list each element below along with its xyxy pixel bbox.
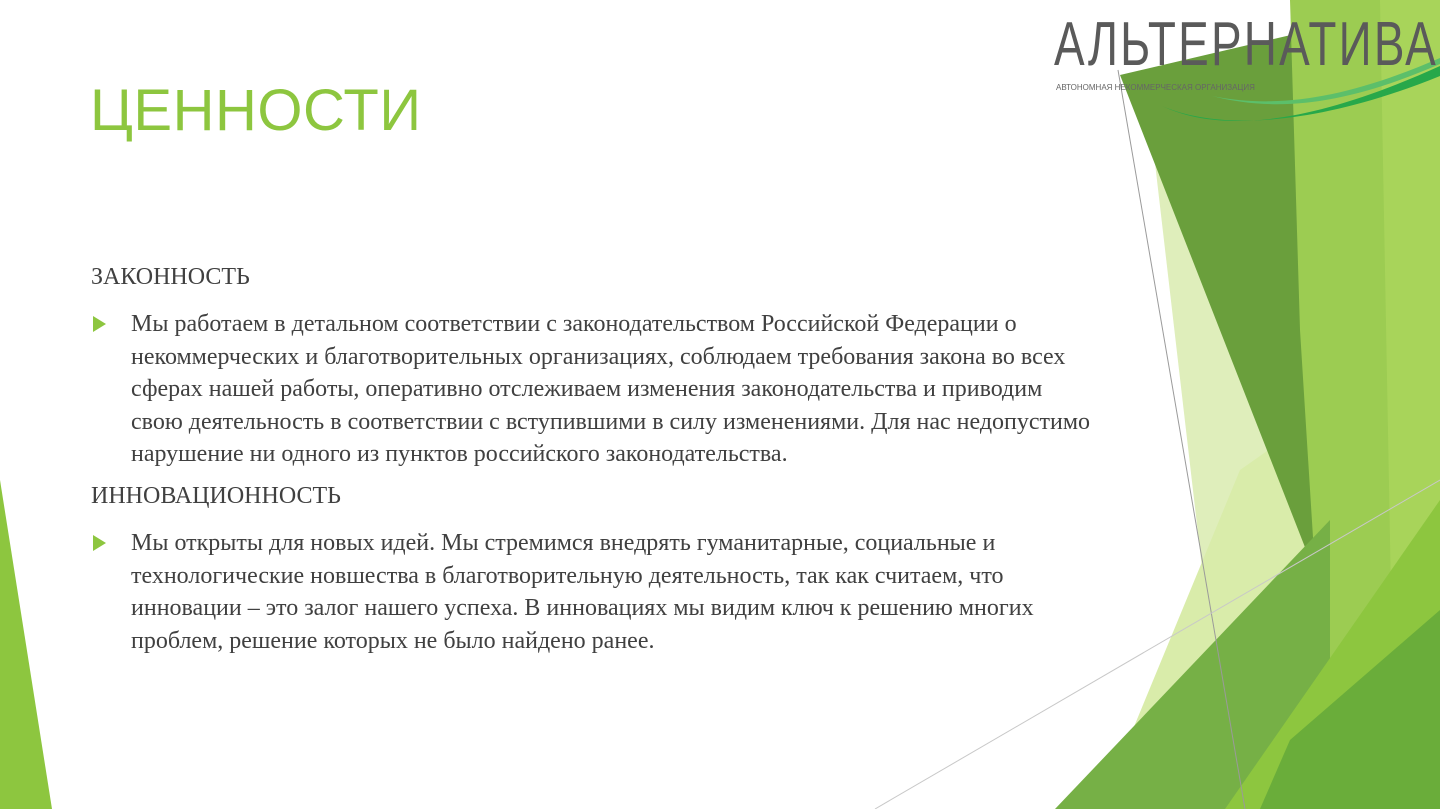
section-heading: ИННОВАЦИОННОСТЬ <box>91 482 341 509</box>
section-heading: ЗАКОННОСТЬ <box>91 264 250 290</box>
left-edge-green-stripe <box>0 480 52 809</box>
triangle-bullet-icon <box>93 316 106 332</box>
bullet-text: Мы открыты для новых идей. Мы стремимся внедрять гуманитарные, социальные и технологические новшества в благотворительную деятельность, так как считаем, что инновации – это залог нашего успеха. В инновациях мы видим ключ к решению многих проблем, решение которых не было найдено ранее. <box>131 529 1034 654</box>
bullet-item <box>91 308 1091 471</box>
logo-subtitle: АВТОНОМНАЯ НЕКОММЕРЧЕСКАЯ ОРГАНИЗАЦИЯ <box>1056 83 1255 92</box>
triangle-bullet-icon <box>93 535 106 551</box>
section-innovation <box>91 481 1091 657</box>
organization-logo <box>1052 10 1440 126</box>
section-legality <box>91 262 1091 471</box>
bullet-item <box>91 527 1091 657</box>
slide-content <box>91 262 1091 667</box>
slide-title: ЦЕННОСТИ <box>90 78 422 143</box>
logo-name: АЛЬТЕРНАТИВА <box>1054 10 1438 79</box>
bullet-text: Мы работаем в детальном соответствии с законодательством Российской Федерации о некоммерческих и благотворительных организациях, соблюдаем требования закона во всех сферах нашей работы, оперативно отслеживаем изменения законодательства и приводим свою деятельность в соответствии с вступившими в силу изменениями. Для нас недопустимо нарушение ни одного из пунктов российского законодательства. <box>131 311 1091 468</box>
